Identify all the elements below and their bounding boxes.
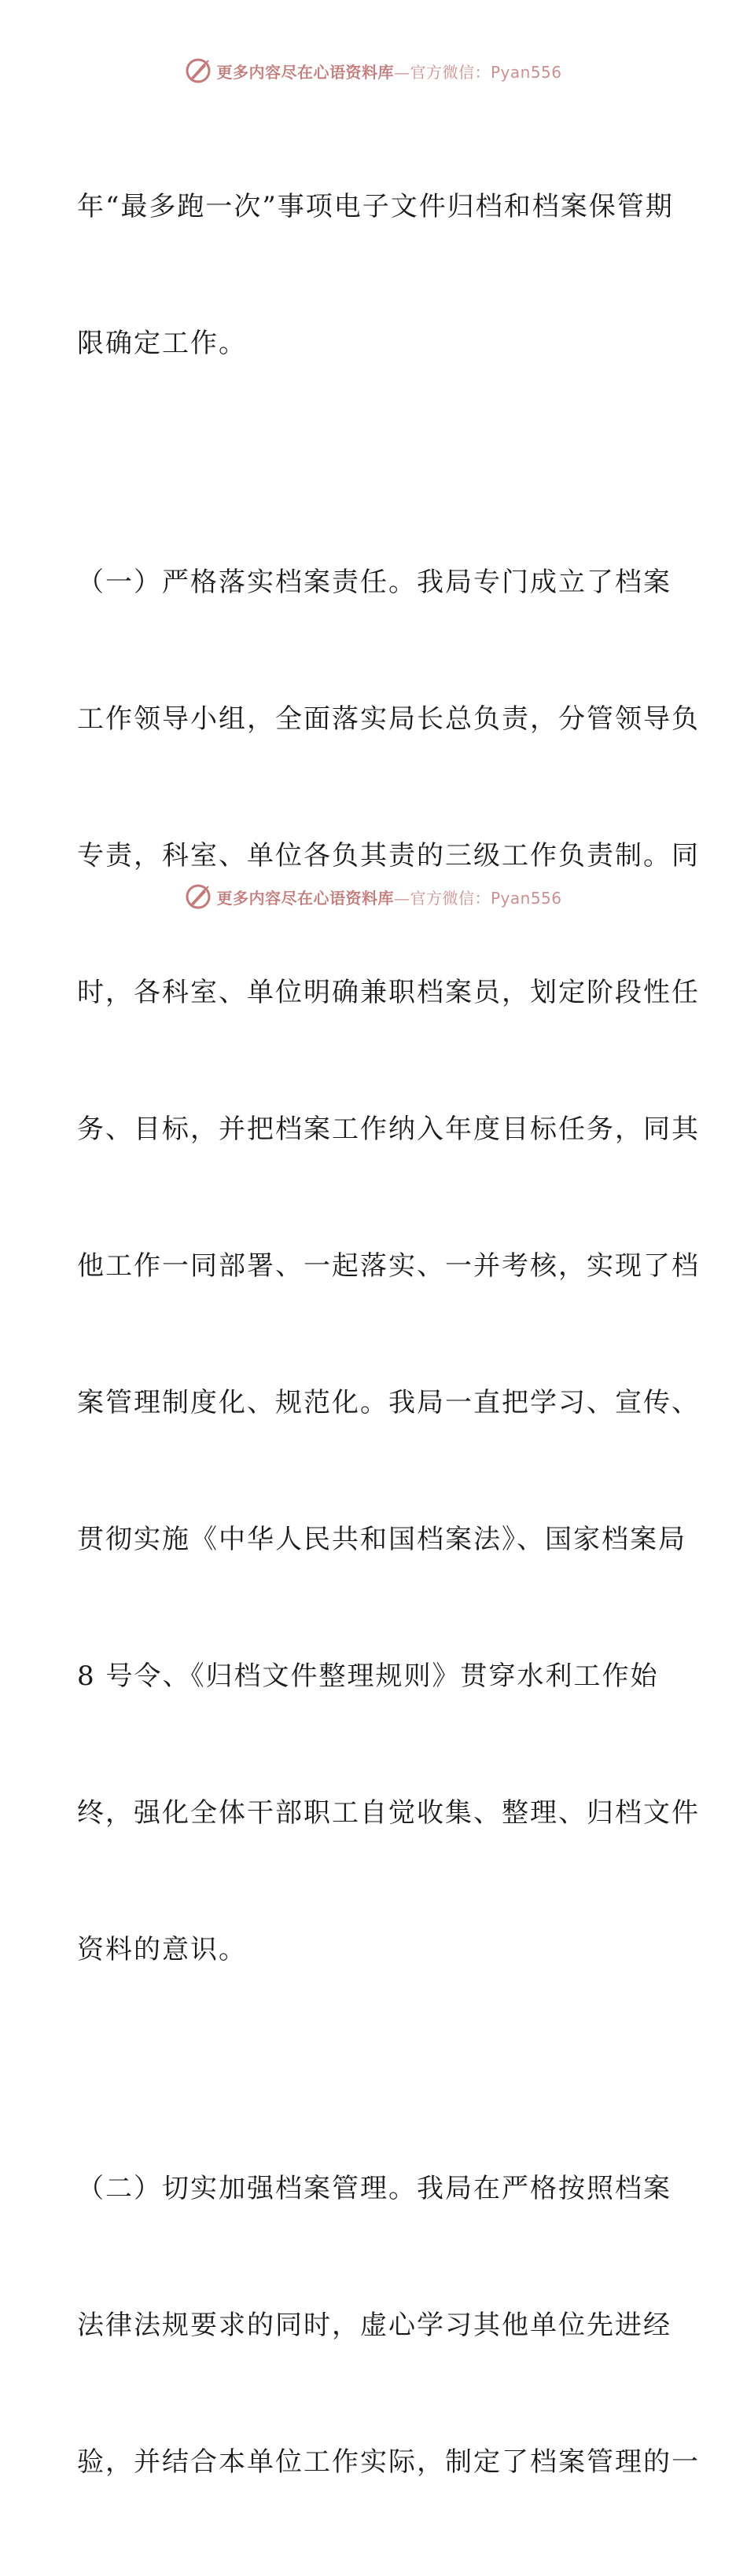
- text-line: 工作领导小组，全面落实局长总负责，分管领导负: [77, 703, 700, 735]
- text-line: 法律法规要求的同时，虚心学习其他单位先进经: [77, 2310, 672, 2341]
- watermark-text: 更多内容尽在心语资料库—官方微信：Pyan556: [216, 62, 562, 82]
- paragraph: [77, 468, 700, 2064]
- text-line: 时，各科室、单位明确兼职档案员，划定阶段性任: [77, 977, 700, 1008]
- text-line: 终，强化全体干部职工自觉收集、整理、归档文件: [77, 1797, 700, 1829]
- quill-logo-icon: [185, 57, 212, 84]
- text-line: 务、目标，并把档案工作纳入年度目标任务，同其: [77, 1114, 700, 1145]
- paragraph: [77, 93, 675, 457]
- footer-watermark: [0, 881, 747, 912]
- text-line: （二）切实加强档案管理。我局在严格按照档案: [77, 2173, 672, 2204]
- document-body: [77, 93, 700, 2576]
- text-line: 他工作一同部署、一起落实、一并考核，实现了档: [77, 1250, 700, 1282]
- watermark-text: 更多内容尽在心语资料库—官方微信：Pyan556: [216, 888, 562, 908]
- text-line: 限确定工作。: [77, 328, 247, 359]
- text-line: 专责，科室、单位各负其责的三级工作负责制。同: [77, 840, 700, 872]
- text-line: （一）严格落实档案责任。我局专门成立了档案: [77, 567, 672, 598]
- text-line: 资料的意识。: [77, 1934, 247, 1965]
- quill-logo-icon: [185, 883, 212, 910]
- text-line: 8 号令、《归档文件整理规则》贯穿水利工作始: [77, 1660, 659, 1692]
- paragraph: [77, 2075, 700, 2576]
- text-line: 贯彻实施《中华人民共和国档案法》、国家档案局: [77, 1524, 686, 1555]
- text-line: 年“最多跑一次”事项电子文件归档和档案保管期: [77, 191, 674, 222]
- text-line: 验，并结合本单位工作实际，制定了档案管理的一: [77, 2446, 700, 2478]
- header-watermark: [0, 55, 747, 86]
- text-line: 案管理制度化、规范化。我局一直把学习、宣传、: [77, 1387, 700, 1418]
